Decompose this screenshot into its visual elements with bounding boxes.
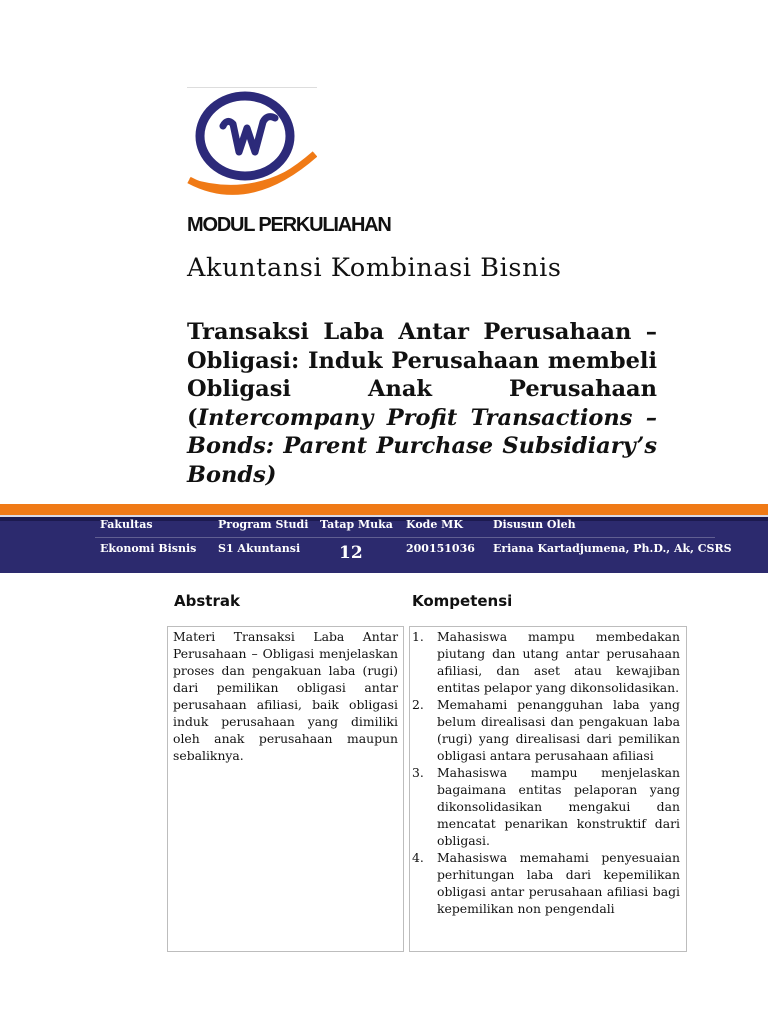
program-header: Program Studi	[218, 518, 309, 531]
competency-text: Mahasiswa memahami penyesuaian perhitungan laba dari kepemilikan obligasi antar perusahaan afiliasi bagi kepemilikan non pengendali	[437, 850, 680, 916]
faculty-header: Fakultas	[100, 518, 153, 531]
meeting-value: 12	[339, 543, 363, 563]
author-header: Disusun Oleh	[493, 518, 576, 531]
competency-text: Memahami penangguhan laba yang belum direalisasi dan pengakuan laba (rugi) yang direalisasi dari pemilikan obligasi antara perusahaan afiliasi	[437, 697, 680, 763]
abstract-text: Materi Transaksi Laba Antar Perusahaan – Obligasi menjelaskan proses dan pengakuan laba (rugi) dari pemilikan obligasi antar perusahaan afiliasi, baik obligasi induk perusahaan yang dimiliki oleh anak perusahaan maupun sebaliknya.	[173, 629, 398, 763]
w-letter-logo-icon	[187, 88, 317, 206]
competency-number: 2.	[412, 697, 424, 712]
program-value: S1 Akuntansi	[218, 542, 301, 555]
orange-stripe	[0, 504, 768, 515]
meeting-header: Tatap Muka	[320, 518, 393, 531]
author-value: Eriana Kartadjumena, Ph.D., Ak, CSRS	[493, 542, 732, 555]
competency-item	[412, 628, 680, 696]
lecture-title	[187, 318, 657, 489]
competency-number: 3.	[412, 765, 424, 780]
lecture-title-english: Intercompany Profit Transactions – Bonds: Parent Purchase Subsidiary’s Bonds)	[187, 404, 657, 488]
course-info-band	[0, 504, 768, 573]
competency-text: Mahasiswa mampu membedakan piutang dan utang antar perusahaan afiliasi, dan aset atau kewajiban entitas pelapor yang dikonsolidasikan.	[437, 629, 680, 695]
course-title: Akuntansi Kombinasi Bisnis	[187, 253, 562, 283]
competency-item	[412, 849, 680, 917]
competency-item	[412, 764, 680, 849]
course-code-value: 200151036	[406, 542, 475, 555]
lecture-title-indonesian: Transaksi Laba Antar Perusahaan – Obligasi: Induk Perusahaan membeli Obligasi Anak Perusahaan	[187, 319, 657, 402]
info-row-divider	[95, 537, 715, 538]
lecture-title-open-paren: (	[187, 404, 198, 431]
university-logo	[187, 87, 317, 206]
competency-item	[412, 696, 680, 764]
competency-list	[412, 628, 680, 917]
competency-number: 1.	[412, 629, 424, 644]
competency-heading: Kompetensi	[412, 592, 513, 610]
faculty-value: Ekonomi Bisnis	[100, 542, 197, 555]
competency-text: Mahasiswa mampu menjelaskan bagaimana entitas pelaporan yang dikonsolidasikan mengakui dan mencatat penarikan konstruktif dari obligasi.	[437, 765, 680, 848]
competency-number: 4.	[412, 850, 424, 865]
course-code-header: Kode MK	[406, 518, 463, 531]
abstract-heading: Abstrak	[174, 592, 240, 610]
module-label: MODUL PERKULIAHAN	[187, 214, 391, 236]
